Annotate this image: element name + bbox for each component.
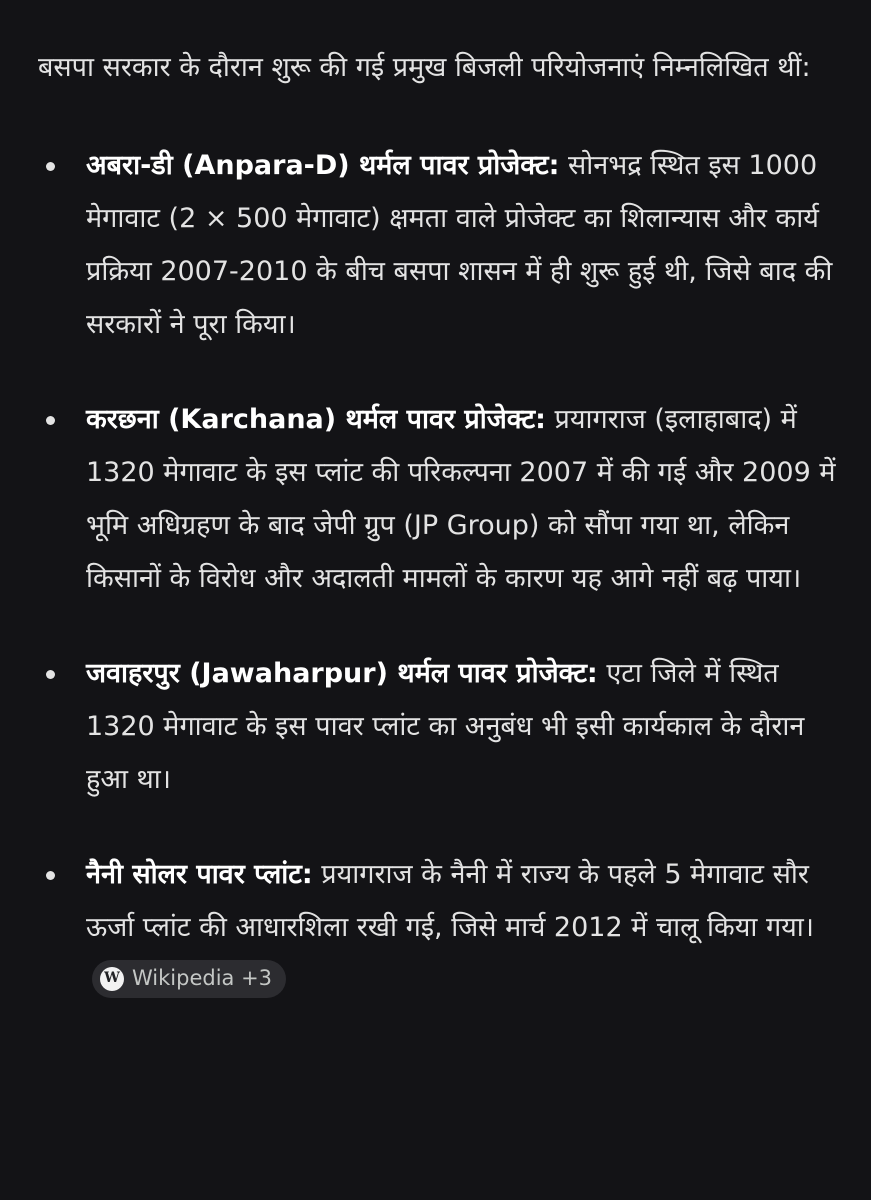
bullet-icon <box>46 670 55 679</box>
project-description: प्रयागराज के नैनी में राज्य के पहले 5 मेगावाट सौर ऊर्जा प्लांट की आधारशिला रखी गई, जिसे मार्च 2012 में चालू किया गया। <box>86 859 815 943</box>
project-name: नैनी सोलर पावर प्लांट: <box>86 859 313 890</box>
bullet-icon <box>46 416 55 425</box>
list-item-jawaharpur <box>38 647 838 806</box>
wikipedia-w-icon: W <box>100 967 124 991</box>
bullet-icon <box>46 871 55 880</box>
project-description: सोनभद्र स्थित इस 1000 मेगावाट (2 × 500 मेगावाट) क्षमता वाले प्रोजेक्ट का शिलान्यास और कार्य प्रक्रिया 2007-2010 के बीच बसपा शासन में ही शुरू हुई थी, जिसे बाद की सरकारों ने पूरा किया। <box>86 150 833 340</box>
project-description: एटा जिले में स्थित 1320 मेगावाट के इस पावर प्लांट का अनुबंध भी इसी कार्यकाल के दौरान हुआ था। <box>86 658 805 795</box>
response-content <box>38 46 838 1007</box>
source-chip-label: Wikipedia +3 <box>132 966 273 990</box>
project-description: प्रयागराज (इलाहाबाद) में 1320 मेगावाट के इस प्लांट की परिकल्पना 2007 में की गई और 2009 में भूमि अधिग्रहण के बाद जेपी ग्रुप (JP Group) को सौंपा गया था, लेकिन किसानों के विरोध और अदालती मामलों के कारण यह आगे नहीं बढ़ पाया। <box>86 404 836 594</box>
intro-text: बसपा सरकार के दौरान शुरू की गई प्रमुख बिजली परियोजनाएं निम्नलिखित थीं: <box>38 52 811 83</box>
project-name: जवाहरपुर (Jawaharpur) थर्मल पावर प्रोजेक्ट: <box>86 658 598 689</box>
list-item-anpara-d <box>38 139 838 351</box>
list-item-karchana <box>38 393 838 605</box>
bullet-icon <box>46 162 55 171</box>
project-name: करछना (Karchana) थर्मल पावर प्रोजेक्ट: <box>86 404 546 435</box>
projects-list <box>38 139 838 1007</box>
project-name: अबरा-डी (Anpara-D) थर्मल पावर प्रोजेक्ट: <box>86 150 560 181</box>
list-item-naini-solar <box>38 848 838 1007</box>
source-chip-button[interactable] <box>92 960 286 998</box>
